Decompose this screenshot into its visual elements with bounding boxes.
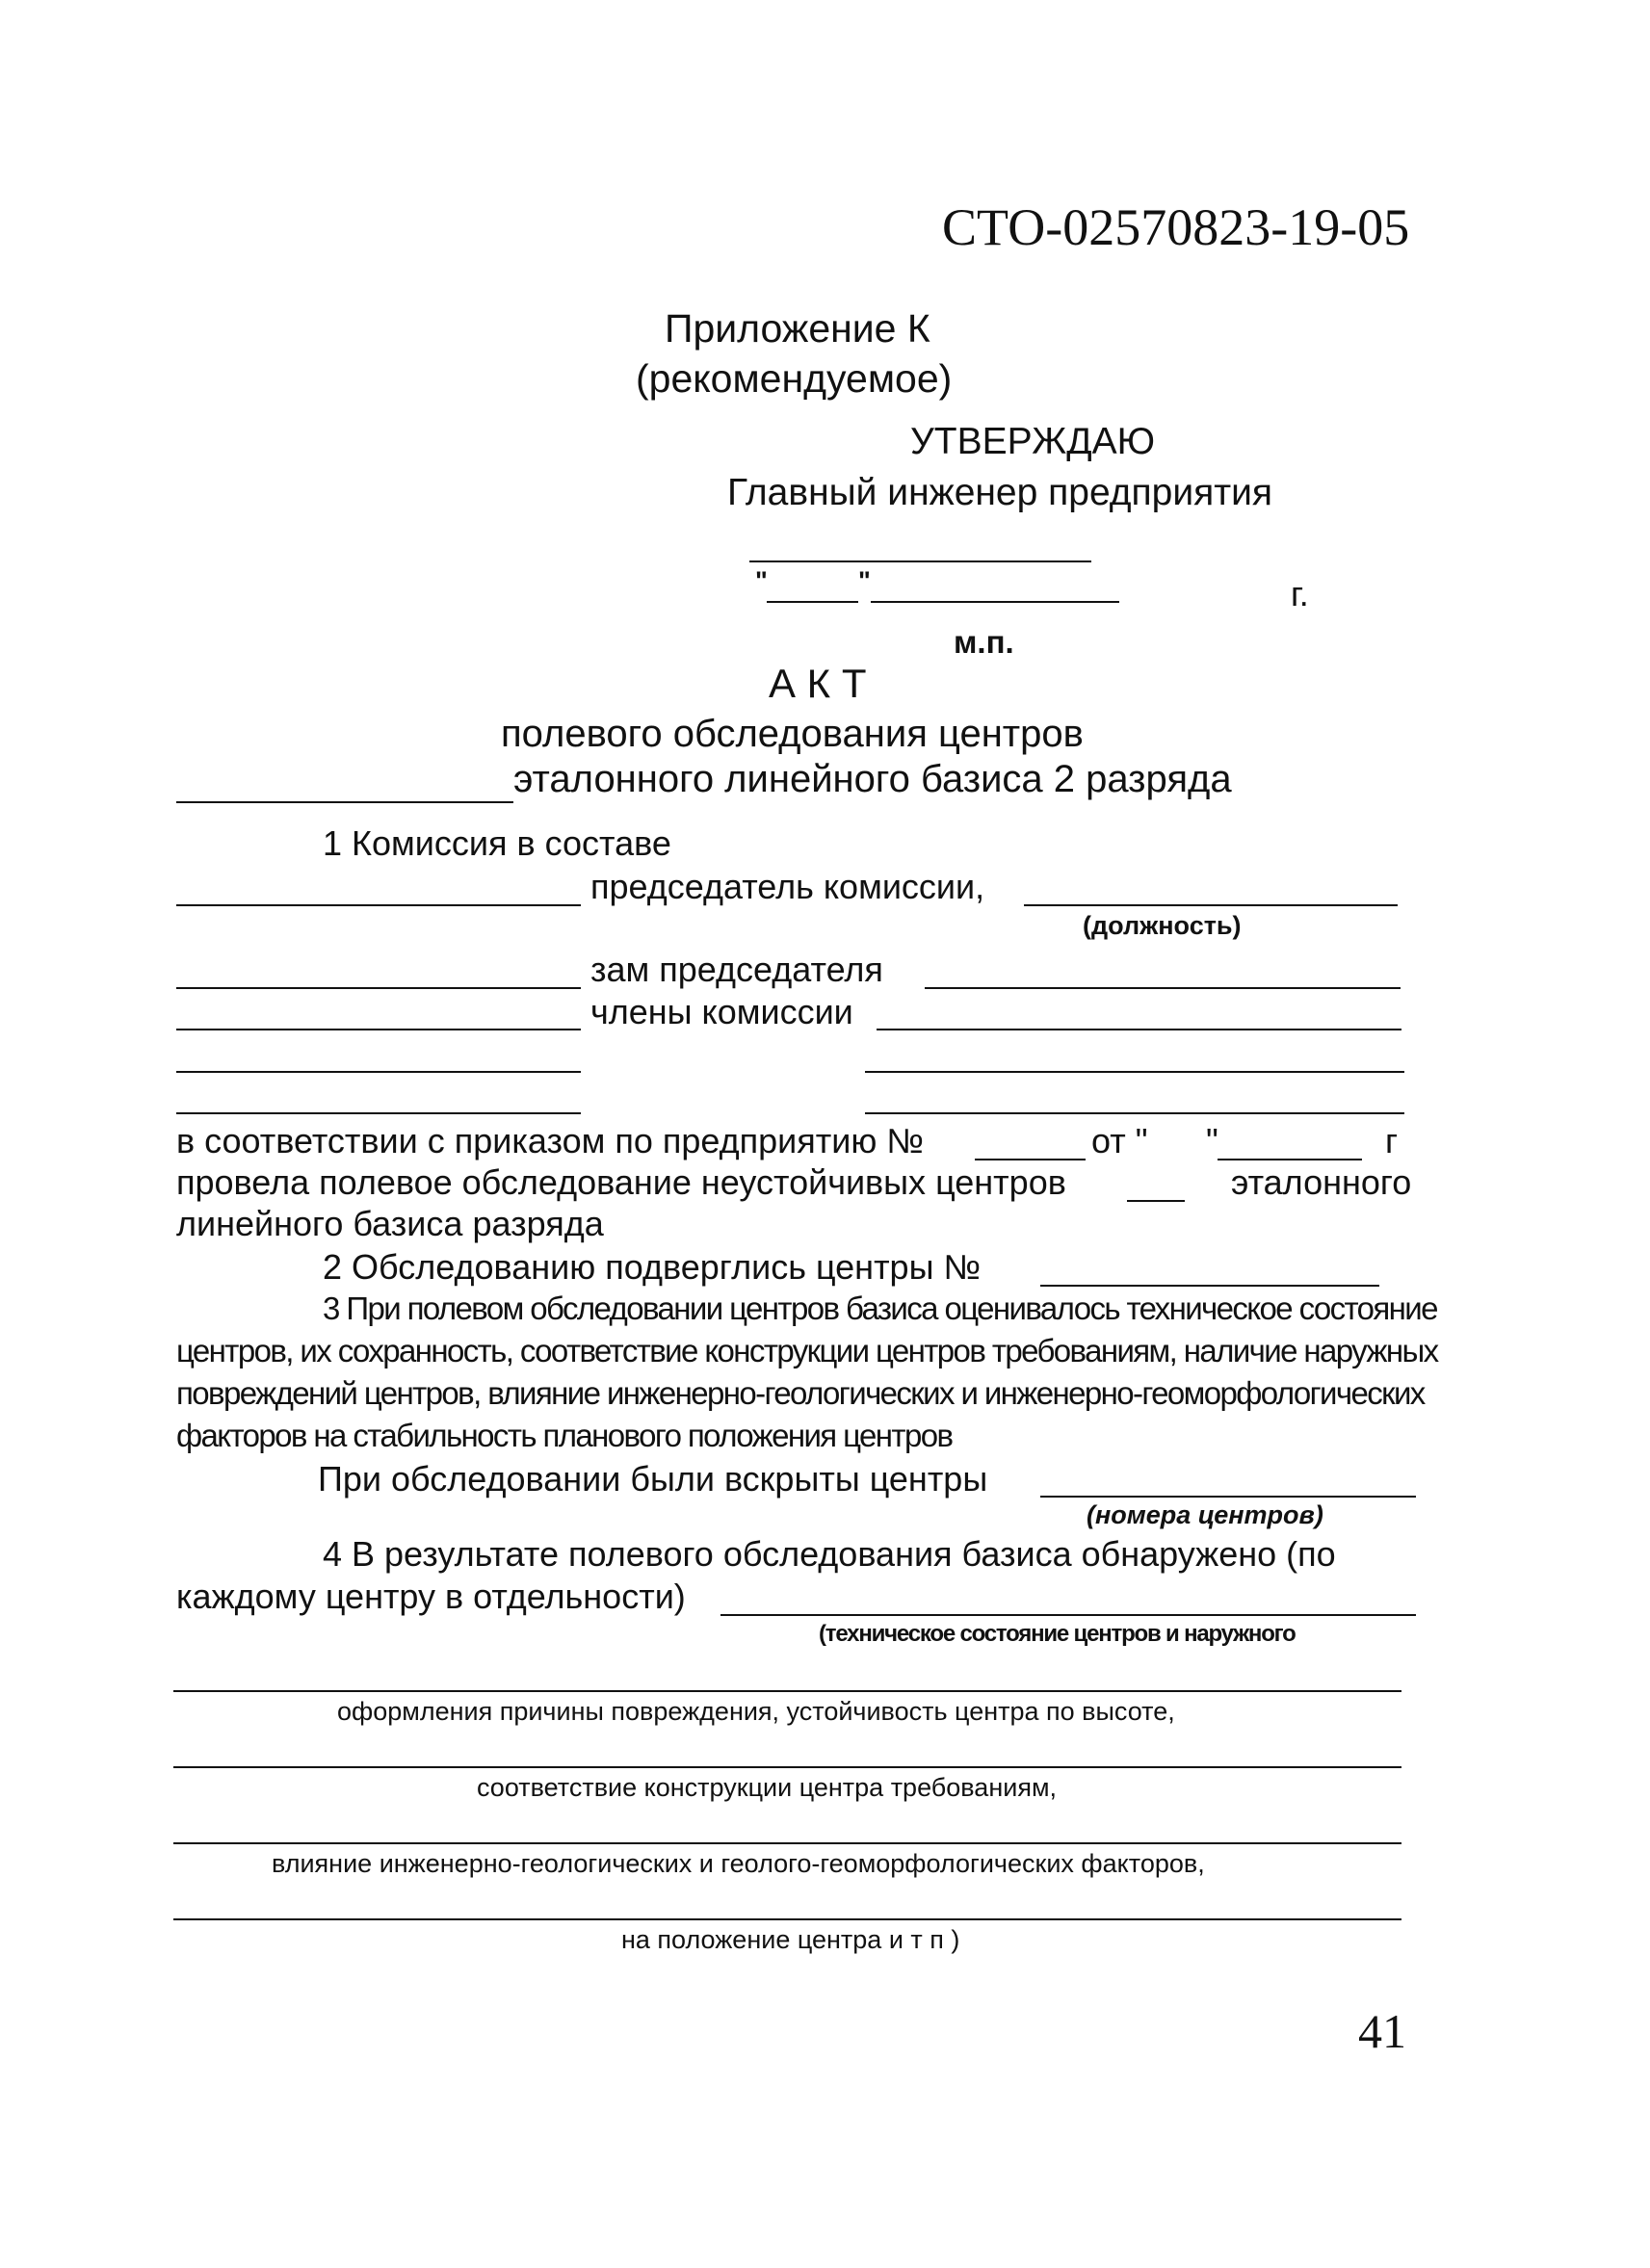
item-4-caption-3: соответствие конструкции центра требованиям, (477, 1773, 1058, 1802)
appendix-status: (рекомендуемое) (636, 356, 953, 401)
item-3-line-3: повреждений центров, влияние инженерно-геологических и инженерно-геоморфологических (176, 1375, 1425, 1411)
seal-label: м.п. (954, 624, 1014, 660)
order-text-2b: эталонного (1231, 1162, 1412, 1202)
date-day-line (767, 601, 858, 603)
item-4-caption-2: оформления причины повреждения, устойчивость центра по высоте, (337, 1697, 1175, 1726)
member-name-line-1 (176, 1029, 581, 1030)
item-4-line-a (720, 1614, 1416, 1616)
opened-centers-text: При обследовании были вскрыты центры (318, 1459, 988, 1499)
members-label: члены комиссии (590, 992, 853, 1031)
basis-name-line (176, 801, 513, 803)
position-caption: (должность) (1083, 911, 1242, 940)
item-4-line-e (173, 1918, 1401, 1920)
member-position-line-3 (865, 1112, 1404, 1114)
item-4-line-d (173, 1842, 1401, 1844)
date-quote-open: " (755, 566, 768, 595)
item-4-line-1: 4 В результате полевого обследования базиса обнаружено (по (323, 1534, 1336, 1574)
deputy-name-line (176, 987, 581, 989)
member-position-line-2 (865, 1071, 1404, 1073)
approver-position: Главный инженер предприятия (727, 472, 1273, 513)
item-3-line-1: 3 При полевом обследовании центров базиса оценивалось техническое состояние (323, 1290, 1437, 1326)
act-subtitle-2: эталонного линейного базиса 2 разряда (513, 758, 1232, 800)
deputy-position-line (925, 987, 1401, 989)
act-subtitle-1: полевого обследования центров (501, 713, 1084, 755)
item-4-line-c (173, 1766, 1401, 1768)
order-year-suffix: г (1385, 1121, 1399, 1160)
item-2-text: 2 Обследованию подверглись центры № (323, 1247, 982, 1287)
opened-centers-line (1040, 1496, 1416, 1498)
chairman-name-line (176, 904, 581, 906)
item-4-line-b (173, 1690, 1401, 1692)
item-2-line (1040, 1285, 1379, 1287)
opened-centers-caption: (номера центров) (1087, 1500, 1323, 1529)
order-number-line (975, 1159, 1086, 1160)
centers-count-line (1127, 1200, 1185, 1202)
order-text-3: линейного базиса разряда (176, 1204, 604, 1243)
item-3-line-4: факторов на стабильность планового положения центров (176, 1418, 953, 1453)
commission-heading: 1 Комиссия в составе (323, 823, 671, 863)
member-name-line-2 (176, 1071, 581, 1073)
document-code: СТО-02570823-19-05 (942, 198, 1410, 256)
order-from-label: от " (1091, 1121, 1148, 1160)
item-4-caption-5: на положение центра и т п ) (621, 1925, 960, 1954)
item-4-caption-1: (техническое состояние центров и наружного (819, 1621, 1296, 1647)
appendix-title: Приложение К (665, 306, 930, 351)
date-month-line (871, 601, 1119, 603)
order-text-2: провела полевое обследование неустойчивых центров (176, 1162, 1066, 1202)
year-suffix: г. (1291, 574, 1309, 613)
date-quote-close: " (858, 566, 871, 595)
item-4-caption-4: влияние инженерно-геологических и геолого-геоморфологических факторов, (272, 1849, 1205, 1878)
chairman-position-line (1024, 904, 1398, 906)
item-3-line-2: центров, их сохранность, соответствие конструкции центров требованиям, наличие наружных (176, 1333, 1438, 1369)
page-number: 41 (1358, 2004, 1406, 2058)
order-month-line (1218, 1159, 1362, 1160)
member-name-line-3 (176, 1112, 581, 1114)
order-text-1: в соответствии с приказом по предприятию № (176, 1121, 925, 1160)
act-title: А К Т (769, 661, 867, 706)
signature-line (749, 560, 1091, 562)
chairman-label: председатель комиссии, (590, 867, 985, 906)
order-quote-close: " (1206, 1121, 1218, 1160)
approve-label: УТВЕРЖДАЮ (910, 421, 1156, 462)
member-position-line-1 (877, 1029, 1401, 1030)
item-4-line-2: каждому центру в отдельности) (176, 1577, 686, 1616)
deputy-label: зам председателя (590, 950, 883, 989)
